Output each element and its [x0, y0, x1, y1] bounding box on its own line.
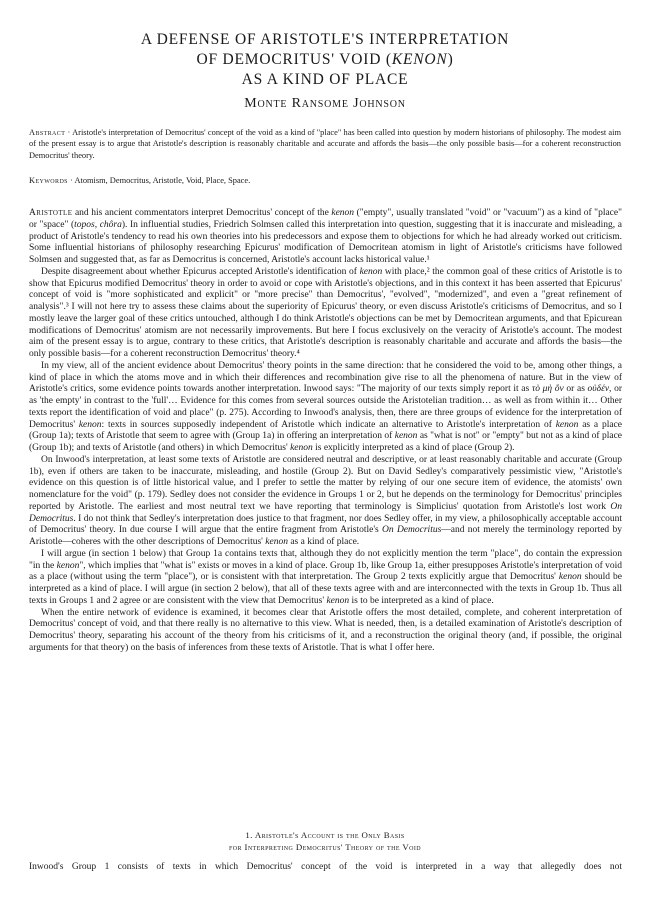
text-run: , or as 'the empty' in contrast to the 'full'… Evidence for this comes from several sources outside the Aristotelian tradition… as well as from within it… Other texts report the identification of void and place" (p. 275). According to Inwood's analysis, then, there are three groups of evidence for the interpretation of Democritus' — [29, 384, 622, 430]
italic-term: topos, chôra — [74, 219, 122, 230]
title-line-2-italic: KENON — [391, 51, 448, 68]
italic-term: On Democritus — [382, 525, 442, 536]
italic-term: kenon — [326, 595, 350, 606]
text-run: and his ancient commentators interpret Democritus' concept of the — [72, 208, 332, 218]
title-line-2-text: OF DEMOCRITUS' VOID ( — [196, 51, 392, 68]
keywords-separator: · — [67, 176, 75, 185]
italic-term: kenon — [290, 443, 313, 453]
text-run: as a kind of place. — [287, 537, 360, 547]
title-line-1: A DEFENSE OF ARISTOTLE'S INTERPRETATION — [140, 31, 510, 48]
italic-term: kenon — [265, 537, 288, 547]
italic-term: kenon — [359, 266, 383, 277]
article-title — [30, 30, 620, 90]
text-run: I will argue (in section 1 below) that Group 1a contains texts that, although they do not explicitly mention the term "place", do contain the expression "in the — [29, 548, 622, 571]
keywords-label: Keywords — [29, 176, 68, 185]
paragraph-2 — [29, 267, 622, 361]
greek-term: οὐδέν — [587, 384, 610, 395]
text-run: In my view, all of the ancient evidence about Democritus' theory points in the same direction: that he considered the void to be, among other things, a kind of place in which the atoms move and in which their differences and recombination give rise to all the phenomena of nature. But in the view of Aristotle's critics, some evidence points towards another interpretation. Inwood says: "The majority of our texts simply report it as — [29, 360, 622, 395]
text-run: ). In influential studies, Friedrich Solmsen called this interpretation into question, suggesting that it is inaccurate and misleading, a product of Aristotle's tendency to read his own theories into his predecessors and expose them to objections for which he had already worked out criticism. Some influential historians of philosophy researching Epicurus' modification of Democritean atomism in light of Aristotle's criticisms have followed Solmsen and suggested that, as far as Democritus is concerned, Aristotle's account lacks historical value.¹ — [29, 219, 622, 265]
text-run: On Inwood's interpretation, at least some texts of Aristotle are considered neutral and descriptive, or at least reasonably charitable and accurate (Group 1b), even if others are taken to be inaccurate, misleading, and hostile (Group 2). But on David Sedley's comparatively pessimistic view, "Aristotle's evidence on this question is of little historical value, and I prefer to settle the matter by relying of our one secure item of evidence, the atomists' own nomenclature for the void" (p. 179). Sedley does not consider the evidence in Groups 1 or 2, but he depends on the terminology for Democritus' principles reported by Aristotle. The earliest and most neutral text we have reporting that terminology is Simplicius' quotation from Aristotle's lost work — [29, 454, 622, 512]
title-line-2 — [30, 50, 620, 70]
abstract — [29, 127, 621, 161]
author-name: Monte Ransome Johnson — [244, 96, 406, 111]
paragraph-4 — [29, 455, 622, 549]
italic-term: On Democritus — [29, 501, 622, 524]
paragraph-5 — [29, 549, 622, 608]
text-run: Despite disagreement about whether Epicurus accepted Aristotle's identification of — [41, 266, 360, 277]
italic-term: kenon — [78, 419, 102, 430]
italic-term: kenon — [558, 572, 582, 583]
section-heading-line-1: 1. Aristotle's Account is the Only Basis — [245, 830, 405, 840]
text-run: as "what is not" or "empty" but not as a kind of place (Group 1b); and texts of Aristotle (and others) in which Democritus' — [29, 431, 623, 453]
text-run: as a place (Group 1a); texts of Aristotle that seem to agree with (Group 1a) in offering an interpretation of — [29, 419, 622, 442]
text-run: —and not merely the terminology reported by Aristotle—coheres with the other descriptions of Democritus' — [29, 525, 622, 547]
paragraph-6: When the entire network of evidence is examined, it becomes clear that Aristotle offers the most detailed, complete, and coherent interpretation of Democritus' concept of void, and that there really is no alternative to this view. What is needed, then, is a detailed examination of Aristotle's description of Democritus' theory, separating his account of the theory from his criticisms of it, and a reconstruction the original theory (and, if possible, the original arguments for that theory) on the basis of inferences from these texts of Aristotle. That is what I offer here. — [29, 607, 622, 653]
article-body — [29, 208, 622, 655]
italic-term: kenon — [331, 208, 355, 218]
keywords-text: Atomism, Democritus, Aristotle, Void, Place, Space. — [74, 176, 251, 185]
lead-word: Aristotle — [29, 208, 73, 218]
section-heading — [29, 829, 621, 853]
paragraph-3 — [29, 361, 622, 455]
text-run: with place,² the common goal of these critics of Aristotle is to show that Epicurus modified Democritus' theory in order to avoid or cope with Aristotle's objections, and in this context it has been asserted that Epicurus' concept of void is "more sophisticated and explicit" or "more precise" than Democritus', "evolved", "modernized", and even a "great refinement of analysis".³ I will not here try to assess these claims about the superiority of Epicurus' theory, or even discuss Aristotle's criticisms of Democritus, and so I mostly leave the larger goal of these critics untouched, although I do think Aristotle's objections can be met by Democritean arguments, and that Epicurean modifications of Democritus' atomism are not necessarily improvements. But here I focus exclusively on the veracity of Aristotle's account. The modest aim of the present essay is to argue, contrary to these critics, that Aristotle's description is reasonably charitable and accurate and affords the basis—the only possible basis—for a coherent reconstruction Democritus' theory.⁴ — [29, 266, 622, 359]
italic-term: kenon — [394, 431, 418, 442]
abstract-separator: · — [65, 128, 73, 137]
text-run: ", which implies that "what is" exists or moves in a kind of place. Group 1b, like Group 1a, either presupposes Aristotle's interpretation of void as a place (without using the term "place"), or is consistent with that interpretation. The Group 2 texts explicitly argue that Democritus' — [29, 560, 623, 583]
abstract-label: Abstract — [29, 128, 66, 137]
keywords — [29, 175, 621, 186]
italic-term: kenon — [56, 560, 80, 571]
title-line-2-close: ) — [447, 51, 454, 68]
title-line-3: AS A KIND OF PLACE — [241, 71, 409, 88]
greek-term: τὸ μὴ ὄν — [531, 384, 564, 395]
italic-term: kenon — [555, 419, 579, 430]
text-run: : texts in sources supposedly independent of Aristotle which indicate an alternative to Aristotle's interpretation of — [101, 419, 556, 430]
section-heading-line-2: for Interpreting Democritus' Theory of the Void — [229, 842, 421, 852]
text-run: . I do not think that Sedley's interpretation does justice to that fragment, nor does Sedley offer, in my view, a philosophically acceptable account of Democritus' theory. In due course I will argue that the entire fragment from Aristotle's — [29, 513, 622, 536]
text-run: or as — [563, 384, 588, 395]
text-run: is explicitly interpreted as a kind of place (Group 2). — [312, 443, 515, 453]
text-run: should be interpreted as a kind of place. I will argue (in section 2 below), that all of these texts agree with and are interconnected with the texts in Group 1b. Thus all texts in Groups 1 and 2 agree or are consistent with the view that Democritus' — [29, 572, 622, 606]
abstract-text: Aristotle's interpretation of Democritus' concept of the void as a kind of "place" has been called into question by modern historians of philosophy. The modest aim of the present essay is to argue that Aristotle's description is reasonably charitable and accurate and affords the basis—the only possible basis—for a coherent reconstruction Democritus' theory. — [29, 128, 621, 160]
continuing-paragraph: Inwood's Group 1 consists of texts in which Democritus' concept of the void is interpreted in a way that allegedly does not — [29, 862, 622, 872]
paragraph-1 — [29, 208, 622, 267]
text-run: is to be interpreted as a kind of place. — [349, 595, 494, 606]
text-run: ("empty", usually translated "void" or "vacuum") as a kind of "place" or "space" ( — [29, 208, 622, 230]
